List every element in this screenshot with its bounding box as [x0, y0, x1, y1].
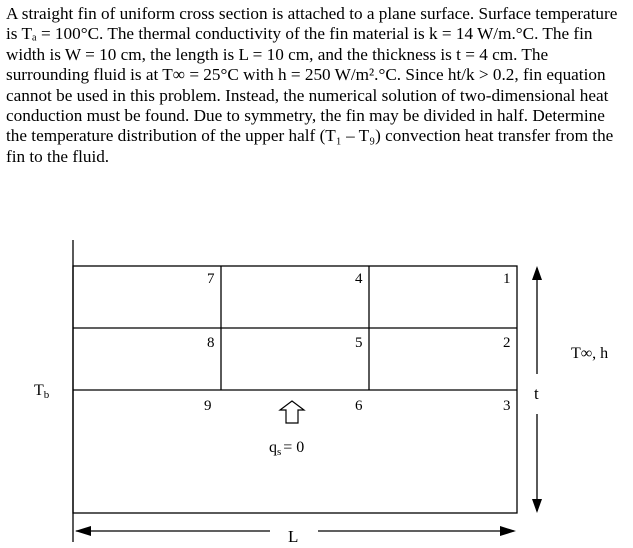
length-arrow-right-icon	[500, 526, 516, 536]
thickness-arrow-top-icon	[532, 266, 542, 280]
node-label-8: 8	[207, 335, 215, 351]
length-arrow-left-icon	[75, 526, 91, 536]
node-label-4: 4	[355, 271, 363, 287]
node-label-9: 9	[204, 398, 212, 414]
node-label-2: 2	[503, 335, 511, 351]
length-label: L	[288, 527, 299, 546]
node-label-3: 3	[503, 398, 511, 414]
up-arrow-icon	[280, 401, 304, 423]
heat-flux-label: qs = 0	[269, 439, 305, 458]
base-temperature-label: Tb	[34, 382, 50, 401]
thickness-label: t	[534, 384, 539, 403]
node-label-5: 5	[355, 335, 363, 351]
node-label-7: 7	[207, 271, 215, 287]
problem-statement: A straight fin of uniform cross section is attached to a plane surface. Surface temperature is Tₐ = 100°C. The thermal conductivity of the fin material is k = 14 W/m.°C. The fin width is W = 10 cm, the length is L = 10 cm, and the thickness is t = 4 cm. The surrounding fluid is at T∞ = 25°C with h = 250 W/m².°C. Since ht/k > 0.2, fin equation cannot be used in this problem. Instead, the numerical solution of two-dimensional heat conduction must be found. Due to symmetry, the fin may be divided in half. Determine the temperature distribution of the upper half (T₁ – T₉) convection heat transfer from the fin to the fluid.	[6, 4, 618, 166]
node-label-6: 6	[355, 398, 363, 414]
node-label-1: 1	[503, 271, 511, 287]
fluid-condition-label: T∞, h	[571, 345, 609, 362]
thickness-arrow-bottom-icon	[532, 499, 542, 513]
